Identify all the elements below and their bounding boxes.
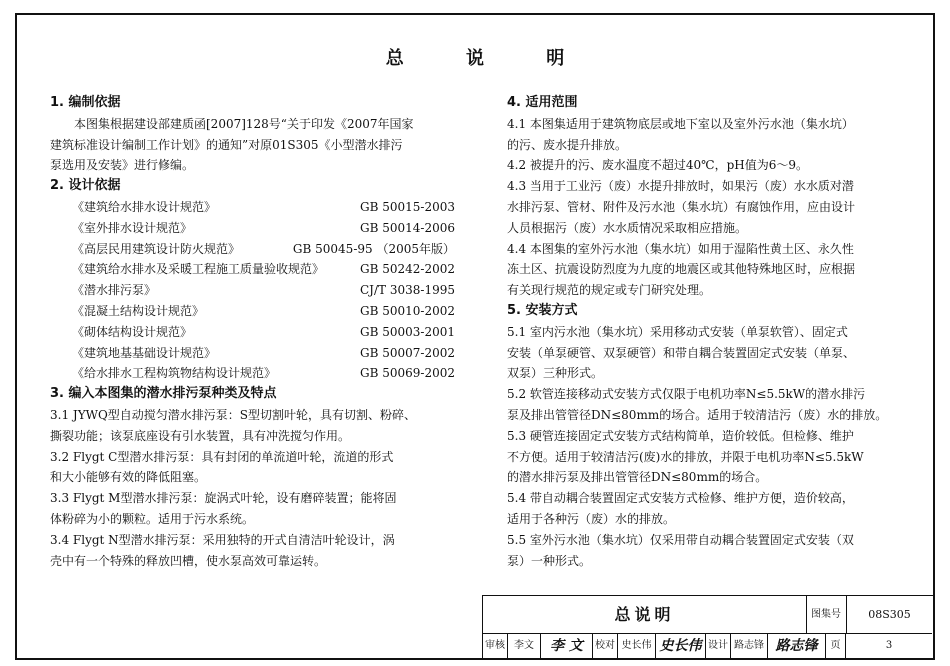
- section-5-line: 泵）一种形式。: [507, 553, 592, 568]
- standard-name: 《建筑地基基础设计规范》: [72, 345, 217, 360]
- title-block-sign-row: [483, 634, 932, 658]
- section-4-line: 水排污泵、管材、附件及污水池（集水坑）有腐蚀作用，应由设计: [507, 199, 856, 214]
- reviewer-name: 李文: [508, 634, 541, 658]
- standard-code: GB 50015-2003: [360, 199, 455, 214]
- right-column: [507, 93, 902, 571]
- standard-code: GB 50069-2002: [360, 366, 455, 381]
- section-1-text: 泵选用及安装》进行修编。: [50, 158, 195, 173]
- standard-name: 《室外排水设计规范》: [72, 220, 193, 235]
- page-number: 3: [885, 640, 893, 651]
- standard-row: [50, 259, 455, 280]
- check-label: 校对: [593, 634, 618, 658]
- standard-row: [50, 280, 455, 301]
- section-5-line: 安装（单泵硬管、双泵硬管）和带自耦合装置固定式安装（单泵、: [507, 345, 856, 360]
- section-3-text: 3.1 JYWQ型自动搅匀潜水排污泵：S型切割叶轮，具有切割、粉碎、: [50, 407, 417, 422]
- standards-list: [50, 197, 455, 384]
- standard-code: GB 50003-2001: [360, 324, 455, 339]
- standard-code: GB 50014-2006: [360, 220, 455, 235]
- section-3-text: 体粉碎为小的颗粒。适用于污水系统。: [50, 511, 255, 526]
- title-block: [482, 595, 933, 658]
- section-5-line: 不方便。适用于较清洁污(废)水的排放，并限于电机功率N≤5.5kW: [507, 449, 864, 464]
- section-3-text: 3.4 Flygt N型潜水排污泵：采用独特的开式自清洁叶轮设计，涡: [50, 532, 395, 547]
- standard-row: [50, 343, 455, 364]
- section-1-text: 本图集根据建设部建质函[2007]128号“关于印发《2007年国家: [74, 116, 414, 131]
- standard-code: GB 50010-2002: [360, 303, 455, 318]
- standard-code: GB 50045-95 （2005年版）: [292, 241, 455, 256]
- page-title: 总 说 明: [385, 48, 593, 69]
- standard-row: [50, 301, 455, 322]
- title-block-title: 总说明: [483, 596, 807, 633]
- section-5-line: 5.1 室内污水池（集水坑）采用移动式安装（单泵软管）、固定式: [507, 324, 848, 339]
- atlas-number: 08S305: [868, 608, 911, 621]
- standard-row: [50, 218, 455, 239]
- section-3-text: 和大小能够有效的降低阻塞。: [50, 470, 207, 485]
- design-label: 设计: [706, 634, 731, 658]
- left-column: [50, 93, 455, 571]
- page-label: 页: [826, 634, 846, 658]
- section-3-text: 壳中有一个特殊的释放凹槽，使水泵高效可靠运转。: [50, 553, 327, 568]
- standard-code: CJ/T 3038-1995: [360, 283, 455, 298]
- section-5-heading: 5. 安装方式: [507, 302, 578, 318]
- standard-code: GB 50242-2002: [360, 262, 455, 277]
- standard-name: 《高层民用建筑设计防火规范》: [72, 241, 241, 256]
- standard-code: GB 50007-2002: [360, 345, 455, 360]
- section-1-text: 建筑标准设计编制工作计划》的通知”对原01S305《小型潜水排污: [50, 137, 403, 152]
- section-3-heading: 3. 编入本图集的潜水排污泵种类及特点: [50, 386, 277, 402]
- section-3-text: 3.2 Flygt C型潜水排污泵：具有封闭的单流道叶轮，流道的形式: [50, 449, 394, 464]
- section-4-line: 有关现行规范的规定或专门研究处理。: [507, 283, 712, 298]
- section-4-line: 4.4 本图集的室外污水池（集水坑）如用于湿陷性黄土区、永久性: [507, 241, 854, 256]
- section-4-line: 人员根据污（废）水水质情况采取相应措施。: [507, 220, 748, 235]
- checker-name: 史长伟: [618, 634, 656, 658]
- section-5-line: 适用于各种污（废）水的排放。: [507, 511, 676, 526]
- section-1-heading: 1. 编制依据: [50, 95, 121, 110]
- standard-name: 《建筑给水排水及采暖工程施工质量验收规范》: [72, 262, 325, 277]
- atlas-number-label: 图集号: [806, 596, 847, 633]
- designer-signature: 路志锋: [768, 634, 826, 658]
- standard-name: 《潜水排污泵》: [72, 283, 157, 298]
- section-5-line: 5.4 带自动耦合装置固定式安装方式检修、维护方便，造价较高，: [507, 491, 854, 506]
- section-5-line: 的潜水排污泵及排出管管径DN≤80mm的场合。: [507, 470, 768, 485]
- section-4-line: 4.3 当用于工业污（废）水提升排放时，如果污（废）水水质对潜: [507, 179, 854, 194]
- section-4-heading: 4. 适用范围: [507, 95, 578, 110]
- section-2-heading: 2. 设计依据: [50, 178, 121, 194]
- section-3-text: 撕裂功能；该泵底座设有引水装置，具有冲洗搅匀作用。: [50, 428, 351, 443]
- standard-row: [50, 239, 455, 260]
- review-label: 审核: [483, 634, 508, 658]
- standard-row: [50, 363, 455, 384]
- section-4-line: 的污、废水提升排放。: [507, 137, 628, 152]
- section-5-line: 5.5 室外污水池（集水坑）仅采用带自动耦合装置固定式安装（双: [507, 532, 854, 547]
- reviewer-signature: 李 文: [541, 634, 593, 658]
- section-5-line: 5.3 硬管连接固定式安装方式结构简单，造价较低。但检修、维护: [507, 428, 854, 443]
- section-4-line: 冻土区、抗震设防烈度为九度的地震区或其他特殊地区时，应根据: [507, 262, 856, 277]
- standard-name: 《砌体结构设计规范》: [72, 324, 193, 339]
- section-3-text: 3.3 Flygt M型潜水排污泵：旋涡式叶轮，设有磨碎装置；能将固: [50, 491, 397, 506]
- section-5-line: 5.2 软管连接移动式安装方式仅限于电机功率N≤5.5kW的潜水排污: [507, 387, 866, 402]
- section-5-line: 泵及排出管管径DN≤80mm的场合。适用于较清洁污（废）水的排放。: [507, 407, 888, 422]
- standard-row: [50, 322, 455, 343]
- checker-signature: 史长伟: [656, 634, 706, 658]
- standard-name: 《建筑给水排水设计规范》: [72, 199, 217, 214]
- standard-name: 《混凝土结构设计规范》: [72, 303, 205, 318]
- title-block-top-row: [483, 596, 932, 634]
- section-5-line: 双泵）三种形式。: [507, 366, 604, 381]
- designer-name: 路志锋: [731, 634, 768, 658]
- standard-row: [50, 197, 455, 218]
- section-4-line: 4.1 本图集适用于建筑物底层或地下室以及室外污水池（集水坑）: [507, 116, 854, 131]
- section-4-line: 4.2 被提升的污、废水温度不超过40℃，pH值为6～9。: [507, 158, 809, 173]
- standard-name: 《给水排水工程构筑物结构设计规范》: [72, 366, 277, 381]
